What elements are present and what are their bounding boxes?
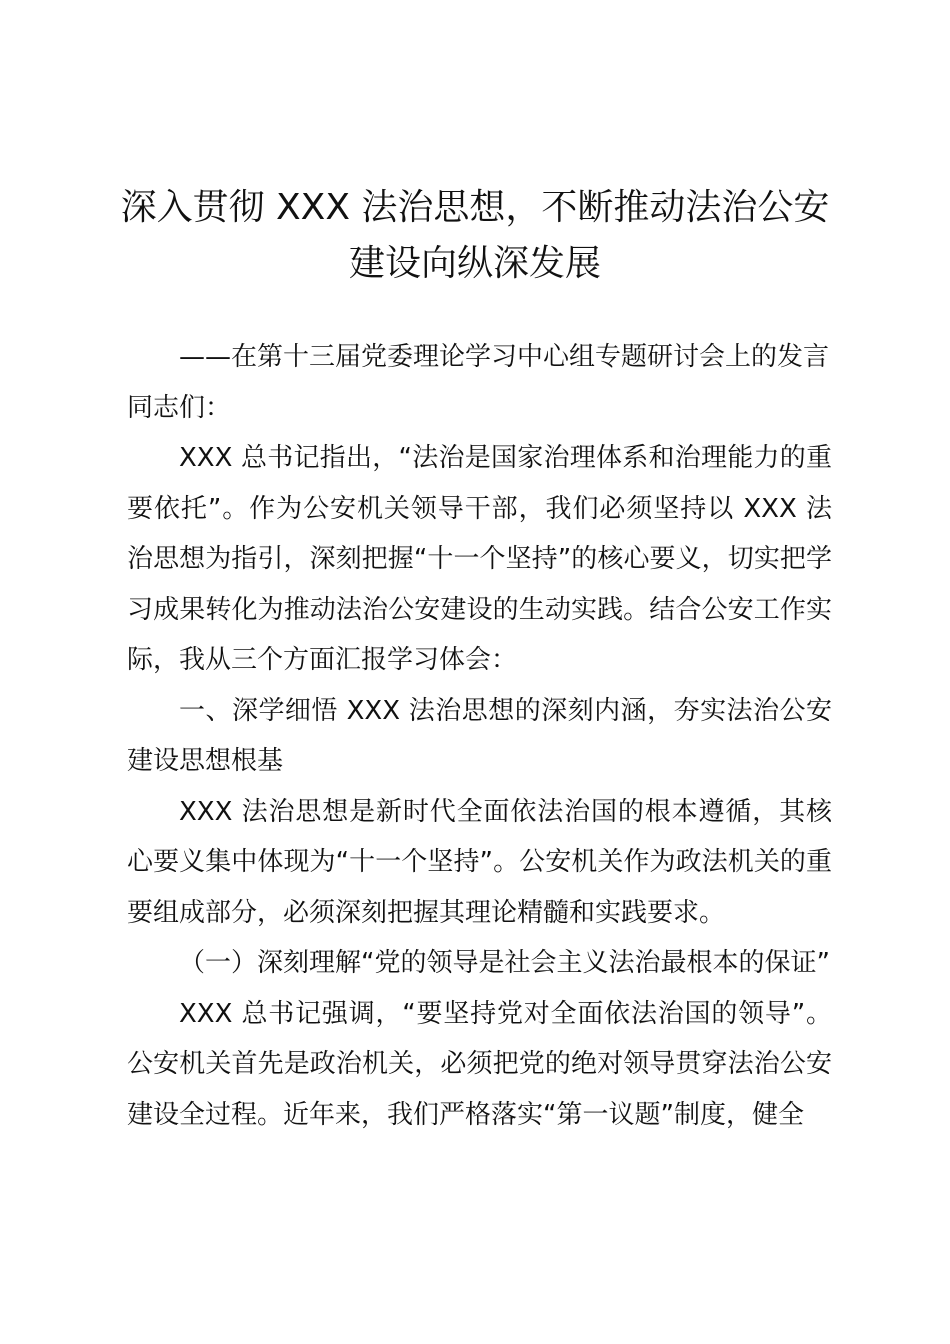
document-body	[127, 332, 832, 1140]
subsection-heading-1: （一）深刻理解“党的领导是社会主义法治最根本的保证”	[179, 948, 830, 978]
salutation: 同志们：	[127, 392, 232, 423]
section-heading-1: 一、深学细悟 XXX 法治思想的深刻内涵，夯实法治公安建设思想根基	[127, 695, 832, 776]
paragraph-intro: XXX 总书记指出，“法治是国家治理体系和治理能力的重要依托”。作为公安机关领导干部，我们必须坚持以 XXX 法治思想为指引，深刻把握“十一个坚持”的核心要义，切实把学习成果转化为推动法治公安建设的生动实践。结合公安工作实际，我从三个方面汇报学习体会：	[127, 443, 832, 675]
paragraph-subsection-1: XXX 总书记强调，“要坚持党对全面依法治国的领导”。公安机关首先是政治机关，必须把党的绝对领导贯穿法治公安建设全过程。近年来，我们严格落实“第一议题”制度，健全	[127, 998, 832, 1130]
paragraph-section-1: XXX 法治思想是新时代全面依法治国的根本遵循，其核心要义集中体现为“十一个坚持”。公安机关作为政法机关的重要组成部分，必须深刻把握其理论精髓和实践要求。	[127, 796, 832, 928]
title-line-1: 深入贯彻 XXX 法治思想，不断推动法治公安	[120, 187, 830, 228]
title-line-2: 建设向纵深发展	[348, 243, 601, 284]
document-title	[110, 180, 840, 292]
speech-subtitle: ——在第十三届党委理论学习中心组专题研讨会上的发言	[179, 342, 830, 372]
